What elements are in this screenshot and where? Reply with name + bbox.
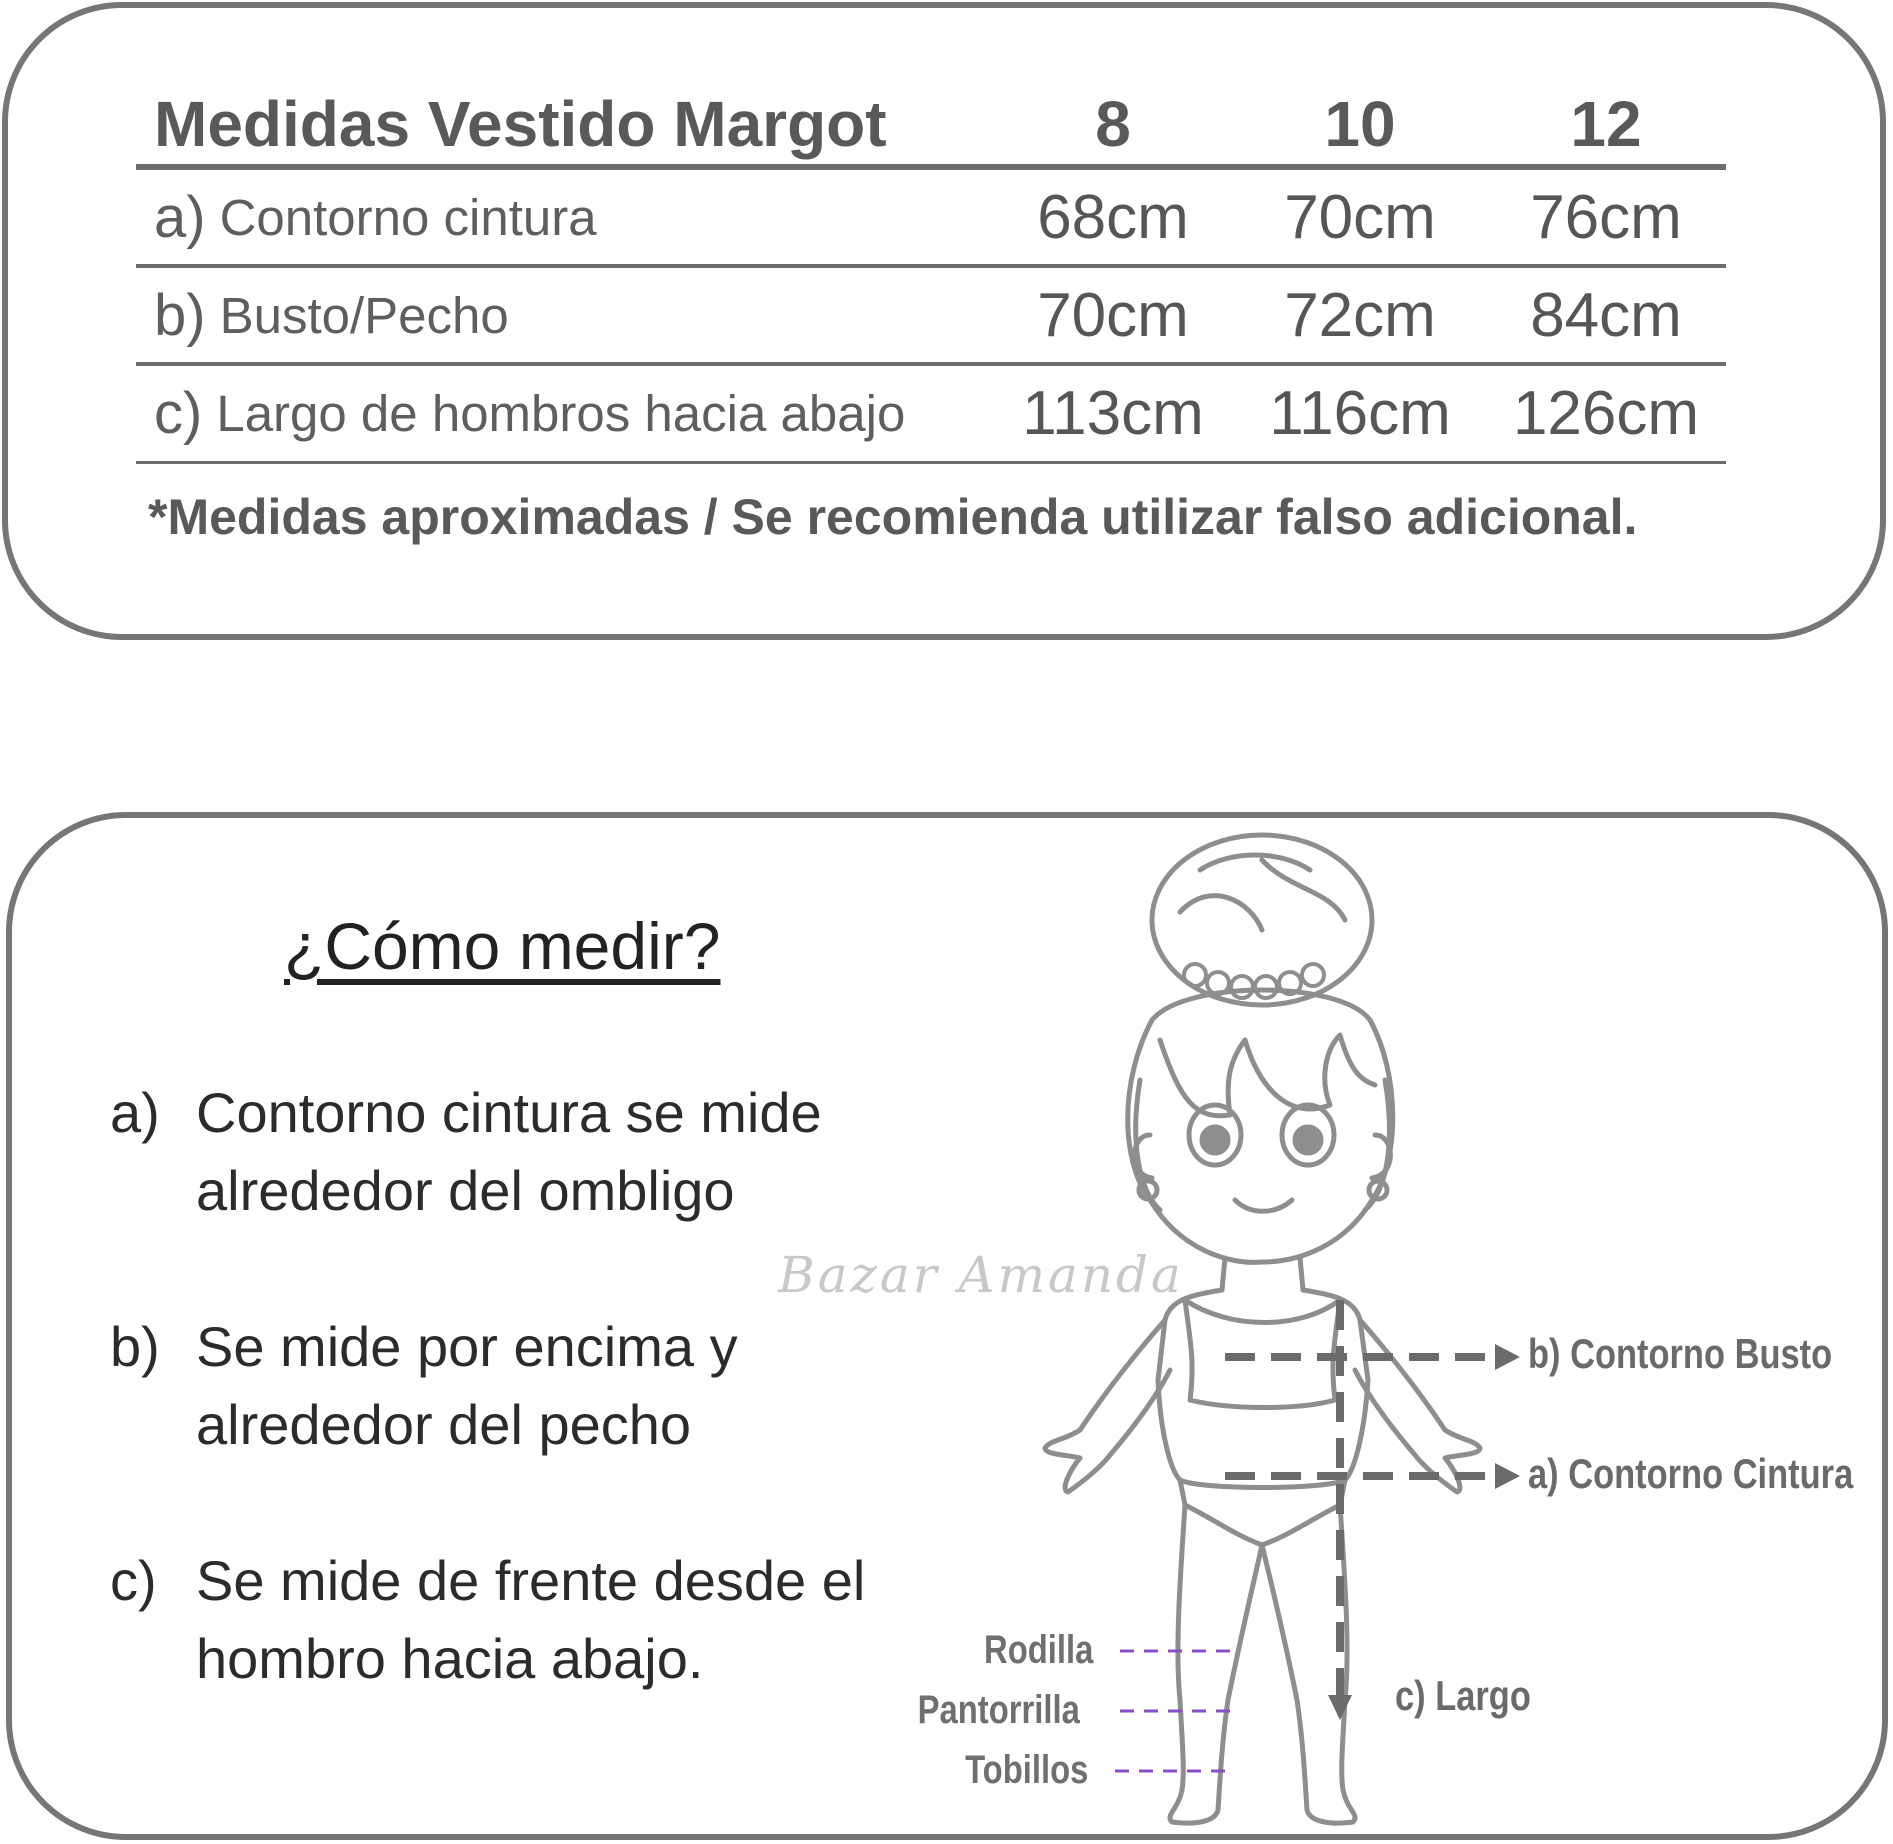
calf-label: Pantorrilla <box>917 1688 1080 1732</box>
row-label-text: Contorno cintura <box>219 188 597 246</box>
table-cell: 76cm <box>1530 182 1682 252</box>
row-label-text: Largo de hombros hacia abajo <box>216 385 906 442</box>
table-row-length <box>136 366 1726 464</box>
size-table-header <box>136 84 1726 170</box>
knee-label: Rodilla <box>983 1628 1093 1672</box>
approximate-note: *Medidas aproximadas / Se recomienda utilizar falso adicional. <box>148 489 1638 545</box>
table-row-waist <box>136 170 1726 268</box>
size-header-12: 12 <box>1570 88 1642 160</box>
step-line: alrededor del pecho <box>196 1393 692 1456</box>
step-line: Se mide de frente desde el <box>196 1549 866 1612</box>
table-cell: 126cm <box>1512 379 1700 448</box>
how-to-measure-title: ¿Cómo medir? <box>284 909 721 983</box>
table-cell: 68cm <box>1037 182 1189 252</box>
step-line: Se mide por encima y <box>196 1315 738 1378</box>
length-label: c) Largo <box>1395 1672 1531 1719</box>
table-cell: 70cm <box>1037 280 1189 350</box>
watermark: Bazar Amanda <box>778 1246 1184 1304</box>
size-table <box>136 84 1726 464</box>
size-header-10: 10 <box>1324 88 1396 160</box>
row-label <box>154 170 597 264</box>
bust-label: b) Contorno Busto <box>1528 1330 1833 1377</box>
row-label-text: Busto/Pecho <box>219 286 509 344</box>
row-letter: a) <box>154 184 206 250</box>
step-letter: b) <box>110 1315 160 1378</box>
row-label <box>154 366 905 461</box>
step-letter: a) <box>110 1081 160 1144</box>
table-cell: 84cm <box>1530 280 1682 350</box>
row-letter: c) <box>154 381 203 446</box>
step-text <box>196 1308 738 1464</box>
table-cell: 70cm <box>1284 182 1436 252</box>
table-row-bust <box>136 268 1726 366</box>
size-table-title: Medidas Vestido Margot <box>154 88 887 160</box>
row-label <box>154 268 509 362</box>
step-text <box>196 1542 865 1698</box>
row-letter: b) <box>154 282 206 348</box>
step-line: Contorno cintura se mide <box>196 1081 822 1144</box>
step-line: alrededor del ombligo <box>196 1159 735 1222</box>
table-cell: 72cm <box>1284 280 1436 350</box>
step-line: hombro hacia abajo. <box>196 1627 704 1690</box>
table-cell: 113cm <box>1022 379 1204 448</box>
ankle-label: Tobillos <box>964 1748 1088 1792</box>
size-header-8: 8 <box>1095 88 1131 160</box>
step-letter: c) <box>110 1549 157 1612</box>
table-cell: 116cm <box>1269 379 1451 448</box>
waist-label: a) Contorno Cintura <box>1528 1450 1854 1497</box>
step-text <box>196 1074 822 1230</box>
